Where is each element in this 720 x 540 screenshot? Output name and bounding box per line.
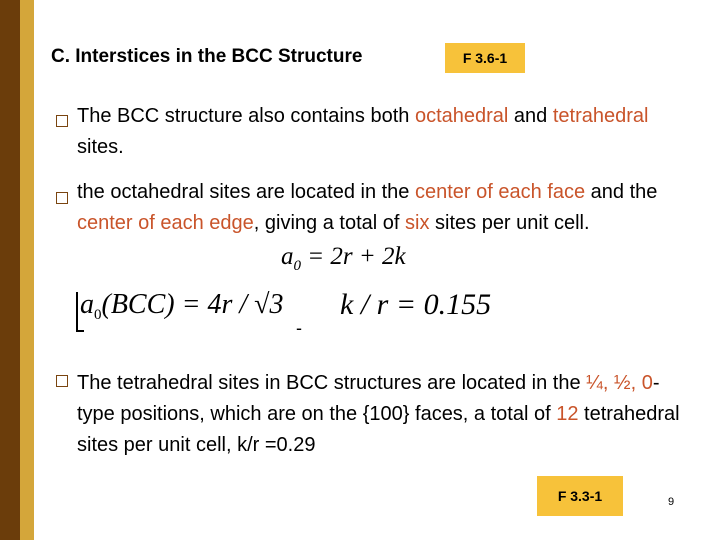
bottom-reference-badge: F 3.3-1 (537, 476, 623, 516)
bullet-icon (56, 115, 70, 129)
equation-a0-octahedral: $a_0 = 2r + 2k$ (281, 243, 406, 274)
sidebar-decoration (0, 0, 20, 540)
bullet-icon (56, 192, 70, 206)
page-number: 9 (668, 496, 675, 508)
bullet-text-1: The BCC structure also contains both octahedral and tetrahedral sites. (77, 105, 649, 158)
bullet-text-3: The tetrahedral sites in BCC structures are located in the ¼, ½, 0-type positions, which are on the {100} faces, a total of 12 tetrahedral sites per unit cell, k/r =0.29 (77, 372, 680, 456)
title-reference-badge: F 3.6-1 (445, 43, 525, 73)
equation-a0-bcc: $a_0(BCC) = 4r / √3$ (80, 289, 284, 323)
equation-k-over-r: k / r = 0.155 (340, 288, 492, 321)
bullet-text-2: the octahedral sites are located in the center of each face and the center of each edge, giving a total of six sites per unit cell. (77, 181, 658, 234)
equation-dash: - (296, 318, 302, 338)
bullet-icon (56, 375, 70, 389)
slide-title: C. Interstices in the BCC Structure (51, 46, 363, 67)
sidebar-dark-stripe (0, 0, 20, 540)
sidebar-light-stripe (20, 0, 34, 540)
